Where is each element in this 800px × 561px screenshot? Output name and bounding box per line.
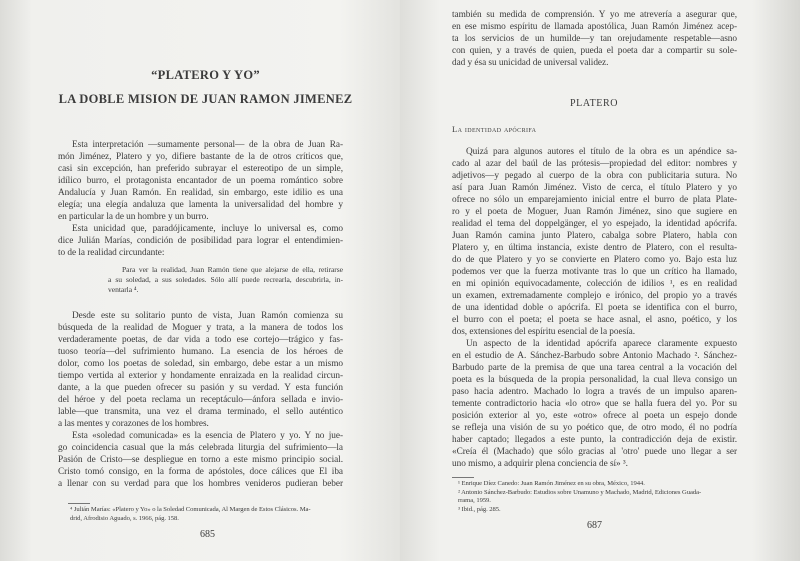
text-line: Juan Ramón camina junto Platero, cabalga sobre Platero, habla con	[452, 231, 737, 241]
text-line: idílico burro, el protagonista encantador de un poema romántico sobre	[58, 176, 343, 186]
text-line: a las mentes y corazones de los hombres.	[58, 419, 209, 429]
text-line: en el estudio de A. Sánchez-Barbudo sobre Antonio Machado ². Sánchez-	[452, 351, 737, 361]
text-line: Esta unicidad que, paradójicamente, incluye lo universal es, como	[72, 224, 343, 234]
text-line: un examen, extremadamente complejo e irónico, del propio yo a través	[452, 291, 737, 301]
left-body-part-2	[58, 310, 343, 490]
left-body-part-1	[58, 139, 343, 259]
text-line: elegía; una elegía andaluza que lamenta la universalidad del hombre y	[58, 200, 343, 210]
text-line: ³ Ibid., pág. 285.	[458, 505, 501, 513]
footnote-rule	[452, 477, 474, 478]
text-line: tiempo vertida al exterior y hondamente enraizada en la realidad circun-	[58, 371, 343, 381]
text-line: de una identidad doble o apócrifa. El poeta se identifica con el burro,	[452, 303, 737, 313]
text-line: Andalucía y Juan Ramón. En realidad, sin embargo, este idilio es una	[58, 188, 343, 198]
right-page	[400, 0, 800, 561]
text-line: ⁴ Julián Marías: «Platero y Yo» o la Soledad Comunicada, Al Margen de Estos Clásicos. Ma-	[70, 506, 311, 513]
right-body	[452, 146, 737, 470]
text-line: se refleja una visión de su yo poético que, de otro modo, él no podría	[452, 423, 737, 433]
text-line: Quizá para algunos autores el título de la obra es un apéndice sa-	[466, 147, 737, 157]
paragraph	[58, 139, 343, 223]
left-footnotes	[70, 506, 343, 523]
text-line: casi sin excepción, han preferido subrayar el estereotipo de un simple,	[58, 164, 343, 174]
text-line: món Jiménez, Platero y yo, difiere bastante de la de otros críticos que,	[58, 152, 343, 162]
text-line: a llenar con su verdad para que los hombres venideros pudieran beber	[58, 479, 343, 489]
text-line: dos, extensiones del espíritu esencial de la poesía.	[452, 327, 636, 337]
text-line: haber captado; llegados a este punto, la contradicción deja de existir.	[452, 435, 737, 445]
text-line: Un aspecto de la identidad apócrifa aparece claramente expuesto	[466, 339, 737, 349]
page-number-left: 685	[200, 529, 215, 540]
text-line: poeta es la búsqueda de la propia personalidad, la cual lleva consigo un	[452, 375, 737, 385]
text-line: «Creía él (Machado) que sólo gracias al 'otro' puede uno llegar a ser	[452, 447, 737, 457]
footnote-rule	[68, 503, 90, 504]
text-line: Para ver la realidad, Juan Ramón tiene que alejarse de ella, retirarse	[122, 265, 343, 274]
text-line: Cristo tomó consigo, en la forma de apóstoles, doce cálices que El iba	[58, 467, 343, 477]
text-line: a su soledad, a sus soledades. Sólo allí puede recrearla, descubrirla, in-	[108, 275, 343, 284]
text-line: en ese mismo espíritu de llamada apostólica, Juan Ramón Jiménez acep-	[452, 22, 737, 32]
text-line: dad y ésa su unicidad de universal validez.	[452, 58, 609, 68]
text-line: dante, a la que pueden ofrecer su pasión y su verdad. Y esta función	[58, 383, 343, 393]
text-line: to de la realidad circundante:	[58, 248, 165, 258]
text-line: en particular la de un hombre y un burro.	[58, 212, 209, 222]
text-line: dolor, como los poetas de soledad, sin embargo, debe estar a un mismo	[58, 359, 343, 369]
page-number-right: 687	[587, 520, 602, 531]
paragraph	[58, 430, 343, 490]
text-line: cado al azar del baúl de las prótesis—propiedad del editor: nombres y	[452, 159, 737, 169]
text-line: lable—que transmita, una vez el drama terminado, el sello auténtico	[58, 407, 343, 417]
paragraph	[58, 310, 343, 430]
text-line: Esta interpretación —sumamente personal— de la obra de Juan Ra-	[72, 140, 343, 150]
article-title-line-2: LA DOBLE MISION DE JUAN RAMON JIMENEZ	[58, 92, 353, 106]
text-line: ro y el poeta de Moguer, Juan Ramón Jiménez, sino que sugiere en	[452, 207, 737, 217]
text-line: con quien, y a través de quien, pueda el poeta dar a compartir su sole-	[452, 46, 737, 56]
text-line: búsqueda de la realidad de Moguer y trata, a la manera de todos los	[58, 323, 343, 333]
text-line: Barbudo parte de la premisa de que una tarea central a la vocación del	[452, 363, 737, 373]
text-line: uno mismo, a adquirir plena conciencia de sí» ³.	[452, 459, 628, 469]
text-line: también su medida de comprensión. Y yo me atrevería a asegurar que,	[452, 10, 737, 20]
text-line: el burro con el poeta; el poeta se hace asnal, el asno, poético, y los	[452, 315, 737, 325]
text-line: temente contradictorio hacia «lo otro» que se halla fuera del yo. Por su	[452, 399, 737, 409]
text-line: drid, Afrodisio Aguado, s. 1966, pág. 158.	[70, 514, 179, 522]
text-line: podemos ver que la fuerza motivante tras lo que un crítico ha llamado,	[452, 267, 737, 277]
paragraph	[452, 146, 737, 338]
text-line: así para Juan Ramón Jiménez. Visto de cerca, el título Platero y yo	[452, 183, 737, 193]
text-line: dice Julián Marías, condición de posibilidad para lograr el entendimien-	[58, 236, 343, 246]
block-quote	[108, 265, 343, 295]
text-line: en mi opinión equivocadamente, colección de idilios ¹, es en realidad	[452, 279, 737, 289]
paragraph	[58, 223, 343, 259]
text-line: go coincidencia casual que la más celebrada liturgia del sufrimiento—la	[58, 443, 343, 453]
text-line: verdaderamente poetas, de dar vida a todo ese cortejo—trágico y fas-	[58, 335, 343, 345]
text-line: Pasión de Cristo—se despliegue en torno a este mismo principio social.	[58, 455, 343, 465]
right-footnotes	[458, 480, 737, 514]
text-line: adjetivos—y pegado al cuerpo de la obra con publicitaria sutura. No	[452, 171, 737, 181]
subheading: La identidad apócrifa	[452, 124, 537, 134]
text-line: Desde este su solitario punto de vista, Juan Ramón comienza su	[72, 311, 343, 321]
article-title-line-1: “PLATERO Y YO”	[151, 68, 260, 82]
text-line: ¹ Enrique Díez Canedo: Juan Ramón Jiménez en su obra, México, 1944.	[458, 480, 645, 487]
text-line: ² Antonio Sánchez-Barbudo: Estudios sobre Unamuno y Machado, Madrid, Ediciones Guada-	[458, 488, 702, 496]
text-line: Esta «soledad comunicada» es la esencia de Platero y yo. Y no jue-	[72, 431, 343, 441]
section-heading: PLATERO	[570, 98, 619, 109]
text-line: del héroe y del poeta reclama un receptáculo—ánfora sellada e invio-	[58, 395, 343, 405]
paragraph	[452, 338, 737, 470]
text-line: posición exterior al yo, este «otro» ofrece al poeta un espejo donde	[452, 411, 737, 421]
text-line: Platero y, en última instancia, existe dentro de Platero, con el resulta-	[452, 243, 737, 253]
right-top-paragraph	[452, 9, 737, 69]
text-line: rrama, 1959.	[458, 497, 491, 504]
text-line: tuoso teoría—del sufrimiento humano. La esencia de los héroes de	[58, 347, 343, 357]
text-line: paso hacia adentro. Machado lo logra a través de un impulso aparen-	[452, 387, 737, 397]
text-line: ventarla ⁴.	[108, 285, 139, 294]
text-line: ta los servicios de un humilde—y tan orejudamente respetable—asno	[452, 34, 737, 44]
text-line: ofrece no sólo un emparejamiento inicial entre el burro de plata Plate-	[452, 195, 737, 205]
text-line: realidad el tema del doppelgänger, el yo espejado, la identidad apócrifa.	[452, 219, 737, 229]
text-line: do de que Platero y yo se convierte en Platero como yo. Bajo esta luz	[452, 255, 737, 265]
